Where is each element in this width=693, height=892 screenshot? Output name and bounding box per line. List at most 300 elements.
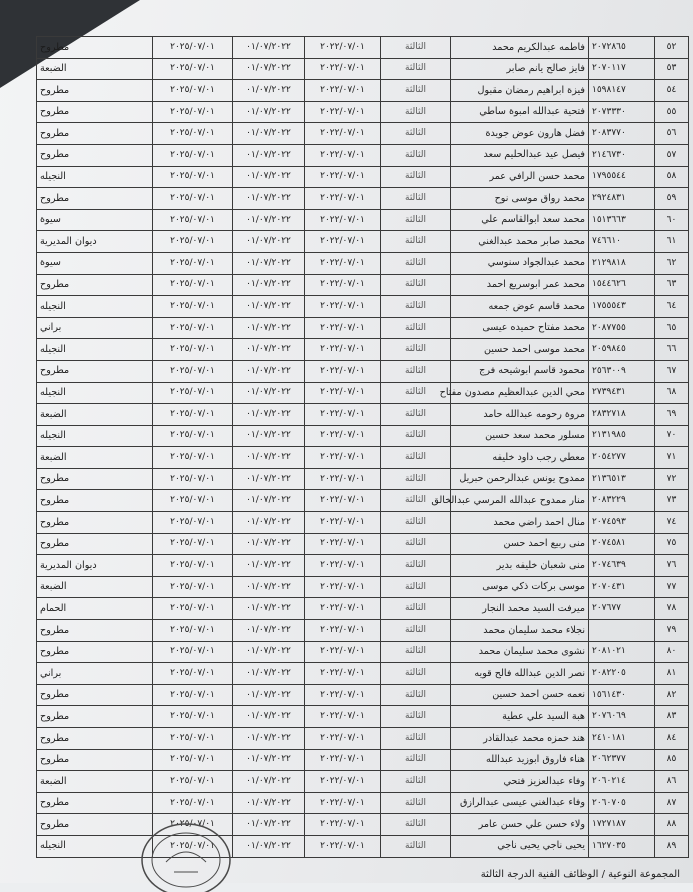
employee-name-cell: محمد سعد ابوالقاسم علي [451,209,589,231]
row-number-cell: ٨٣ [655,706,689,728]
region-cell: النجيله [37,339,153,361]
start-date-cell: ٠١/٠٧/٢٠٢٢ [233,58,305,80]
region-cell: النجيله [37,425,153,447]
table-row [37,749,689,771]
employee-id-cell: ١٧٥٥٥٤٣ [589,296,655,318]
region-cell: مطروح [37,728,153,750]
end-date-cell: ٢٠٢٥/٠٧/٠١ [153,641,233,663]
table-row [37,425,689,447]
register-rows [37,37,689,858]
promotion-date-cell: ٢٠٢٢/٠٧/٠١ [305,425,381,447]
end-date-cell: ٢٠٢٥/٠٧/٠١ [153,231,233,253]
employee-id-cell: ٢٠٥٩٨٤٥ [589,339,655,361]
end-date-cell: ٢٠٢٥/٠٧/٠١ [153,274,233,296]
grade-cell: الثالثة [381,447,451,469]
table-row [37,188,689,210]
promotion-date-cell: ٢٠٢٢/٠٧/٠١ [305,144,381,166]
employee-id-cell: ٢٠٦٢٣٧٧ [589,749,655,771]
region-cell: مطروح [37,512,153,534]
promotion-date-cell: ٢٠٢٢/٠٧/٠١ [305,382,381,404]
end-date-cell: ٢٠٢٥/٠٧/٠١ [153,490,233,512]
region-cell: الضبعة [37,576,153,598]
start-date-cell: ٠١/٠٧/٢٠٢٢ [233,339,305,361]
grade-cell: الثالثة [381,835,451,857]
employee-id-cell: ١٥١٣٦٦٣ [589,209,655,231]
employee-name-cell: وفاء عبدالعزيز فتحي [451,771,589,793]
employee-name-cell: ممدوح يونس عبدالرحمن حبريل [451,468,589,490]
row-number-cell: ٧٠ [655,425,689,447]
row-number-cell: ٦٨ [655,382,689,404]
region-cell: مطروح [37,274,153,296]
employee-name-cell: محمد عمر ابوسريع احمد [451,274,589,296]
region-cell: براني [37,663,153,685]
start-date-cell: ٠١/٠٧/٢٠٢٢ [233,749,305,771]
region-cell: الحمام [37,598,153,620]
region-cell: مطروح [37,620,153,642]
start-date-cell: ٠١/٠٧/٢٠٢٢ [233,80,305,102]
end-date-cell: ٢٠٢٥/٠٧/٠١ [153,252,233,274]
grade-cell: الثالثة [381,231,451,253]
employee-id-cell: ٢٠٧٤٦٣٩ [589,555,655,577]
promotion-date-cell: ٢٠٢٢/٠٧/٠١ [305,533,381,555]
start-date-cell: ٠١/٠٧/٢٠٢٢ [233,425,305,447]
start-date-cell: ٠١/٠٧/٢٠٢٢ [233,533,305,555]
table-row [37,771,689,793]
start-date-cell: ٠١/٠٧/٢٠٢٢ [233,706,305,728]
region-cell: مطروح [37,792,153,814]
promotion-date-cell: ٢٠٢٢/٠٧/٠١ [305,296,381,318]
grade-cell: الثالثة [381,252,451,274]
region-cell: ديوان المديرية [37,231,153,253]
employee-name-cell: معطي رجب داود خليفه [451,447,589,469]
start-date-cell: ٠١/٠٧/٢٠٢٢ [233,37,305,59]
end-date-cell: ٢٠٢٥/٠٧/٠١ [153,512,233,534]
start-date-cell: ٠١/٠٧/٢٠٢٢ [233,123,305,145]
grade-cell: الثالثة [381,706,451,728]
end-date-cell: ٢٠٢٥/٠٧/٠١ [153,555,233,577]
promotion-date-cell: ٢٠٢٢/٠٧/٠١ [305,317,381,339]
row-number-cell: ٦٥ [655,317,689,339]
table-row [37,58,689,80]
row-number-cell: ٥٢ [655,37,689,59]
employee-id-cell: ٢٥٦٣٠٠٩ [589,360,655,382]
start-date-cell: ٠١/٠٧/٢٠٢٢ [233,144,305,166]
table-row [37,814,689,836]
end-date-cell: ٢٠٢٥/٠٧/٠١ [153,663,233,685]
employee-id-cell: ٢٠٨٣٧٧٠ [589,123,655,145]
table-row [37,166,689,188]
row-number-cell: ٧٥ [655,533,689,555]
table-row [37,37,689,59]
official-seal-stamp [136,812,236,892]
table-row [37,404,689,426]
table-row [37,490,689,512]
employee-id-cell: ٢٠٧٤٥٩٣ [589,512,655,534]
employee-name-cell: فايز صالح يانم صابر [451,58,589,80]
employee-name-cell: منى شعبان خليفه بدير [451,555,589,577]
employee-id-cell: ٢٠٨٢٢٠٥ [589,663,655,685]
grade-cell: الثالثة [381,598,451,620]
employee-name-cell: محمد قاسم عوض جمعه [451,296,589,318]
table-row [37,274,689,296]
employee-id-cell: ١٦٢٧٠٣٥ [589,835,655,857]
employee-name-cell: مسلور محمد سعد حسين [451,425,589,447]
promotion-date-cell: ٢٠٢٢/٠٧/٠١ [305,771,381,793]
region-cell: ديوان المديرية [37,555,153,577]
employee-name-cell: نجلاء محمد سليمان محمد [451,620,589,642]
table-row [37,296,689,318]
row-number-cell: ٨٥ [655,749,689,771]
promotion-date-cell: ٢٠٢٢/٠٧/٠١ [305,123,381,145]
region-cell: الضبعة [37,58,153,80]
employee-name-cell: نصر الدين عبدالله فالح قويه [451,663,589,685]
employee-name-cell: محمد عبدالجواد سنوسي [451,252,589,274]
region-cell: مطروح [37,533,153,555]
promotion-date-cell: ٢٠٢٢/٠٧/٠١ [305,792,381,814]
region-cell: النجيله [37,296,153,318]
table-row [37,382,689,404]
end-date-cell: ٢٠٢٥/٠٧/٠١ [153,576,233,598]
row-number-cell: ٧٢ [655,468,689,490]
grade-cell: الثالثة [381,166,451,188]
grade-cell: الثالثة [381,123,451,145]
region-cell: مطروح [37,490,153,512]
table-row [37,360,689,382]
start-date-cell: ٠١/٠٧/٢٠٢٢ [233,771,305,793]
promotion-date-cell: ٢٠٢٢/٠٧/٠١ [305,814,381,836]
end-date-cell: ٢٠٢٥/٠٧/٠١ [153,598,233,620]
grade-cell: الثالثة [381,37,451,59]
employee-name-cell: هبة السيد علي عطية [451,706,589,728]
promotion-date-cell: ٢٠٢٢/٠٧/٠١ [305,209,381,231]
employee-id-cell [589,620,655,642]
end-date-cell: ٢٠٢٥/٠٧/٠١ [153,80,233,102]
end-date-cell: ٢٠٢٥/٠٧/٠١ [153,101,233,123]
table-row [37,576,689,598]
grade-cell: الثالثة [381,317,451,339]
employee-name-cell: نعمه حسن احمد حسين [451,684,589,706]
table-row [37,835,689,857]
promotion-date-cell: ٢٠٢٢/٠٧/٠١ [305,80,381,102]
grade-cell: الثالثة [381,101,451,123]
end-date-cell: ٢٠٢٥/٠٧/٠١ [153,706,233,728]
promotion-date-cell: ٢٠٢٢/٠٧/٠١ [305,339,381,361]
end-date-cell: ٢٠٢٥/٠٧/٠١ [153,684,233,706]
employee-name-cell: منال احمد راضي محمد [451,512,589,534]
employee-name-cell: منى ربيع احمد حسن [451,533,589,555]
region-cell: سيوة [37,209,153,231]
region-cell: مطروح [37,468,153,490]
end-date-cell: ٢٠٢٥/٠٧/٠١ [153,382,233,404]
start-date-cell: ٠١/٠٧/٢٠٢٢ [233,620,305,642]
table-row [37,447,689,469]
promotion-date-cell: ٢٠٢٢/٠٧/٠١ [305,404,381,426]
row-number-cell: ٦١ [655,231,689,253]
grade-cell: الثالثة [381,641,451,663]
table-row [37,123,689,145]
row-number-cell: ٧٩ [655,620,689,642]
grade-cell: الثالثة [381,209,451,231]
employee-name-cell: هناء فاروق ابوزيد عبدالله [451,749,589,771]
row-number-cell: ٦٤ [655,296,689,318]
start-date-cell: ٠١/٠٧/٢٠٢٢ [233,166,305,188]
promotion-date-cell: ٢٠٢٢/٠٧/٠١ [305,468,381,490]
grade-cell: الثالثة [381,490,451,512]
employee-name-cell: فضل هارون عوض جويدة [451,123,589,145]
promotion-date-cell: ٢٠٢٢/٠٧/٠١ [305,728,381,750]
region-cell: النجيله [37,166,153,188]
promotion-date-cell: ٢٠٢٢/٠٧/٠١ [305,663,381,685]
employee-name-cell: نشوى محمد سليمان محمد [451,641,589,663]
end-date-cell: ٢٠٢٥/٠٧/٠١ [153,620,233,642]
table-row [37,468,689,490]
start-date-cell: ٠١/٠٧/٢٠٢٢ [233,468,305,490]
start-date-cell: ٠١/٠٧/٢٠٢٢ [233,404,305,426]
grade-cell: الثالثة [381,58,451,80]
grade-cell: الثالثة [381,576,451,598]
employee-id-cell: ٢٠٧٦٠٦٩ [589,706,655,728]
employee-name-cell: فيصل عيد عبدالحليم سعد [451,144,589,166]
grade-cell: الثالثة [381,188,451,210]
grade-cell: الثالثة [381,468,451,490]
grade-cell: الثالثة [381,404,451,426]
start-date-cell: ٠١/٠٧/٢٠٢٢ [233,188,305,210]
grade-cell: الثالثة [381,771,451,793]
table-row [37,209,689,231]
row-number-cell: ٧٧ [655,576,689,598]
row-number-cell: ٨٠ [655,641,689,663]
employee-id-cell: ٢٠٧٤٥٨١ [589,533,655,555]
employee-id-cell: ١٥٤٤٦٢٦ [589,274,655,296]
promotion-date-cell: ٢٠٢٢/٠٧/٠١ [305,641,381,663]
start-date-cell: ٠١/٠٧/٢٠٢٢ [233,728,305,750]
row-number-cell: ٦٢ [655,252,689,274]
employee-id-cell: ٢٠٦٠٢١٤ [589,771,655,793]
row-number-cell: ٦٩ [655,404,689,426]
employee-name-cell: محمد حسن الرافي عمر [451,166,589,188]
employee-name-cell: فيزة ابراهيم رمضان مقبول [451,80,589,102]
row-number-cell: ٧١ [655,447,689,469]
grade-cell: الثالثة [381,555,451,577]
start-date-cell: ٠١/٠٧/٢٠٢٢ [233,274,305,296]
row-number-cell: ٦٣ [655,274,689,296]
table-row [37,231,689,253]
table-row [37,792,689,814]
row-number-cell: ٨٦ [655,771,689,793]
grade-cell: الثالثة [381,533,451,555]
start-date-cell: ٠١/٠٧/٢٠٢٢ [233,490,305,512]
table-row [37,144,689,166]
promotion-date-cell: ٢٠٢٢/٠٧/٠١ [305,706,381,728]
start-date-cell: ٠١/٠٧/٢٠٢٢ [233,576,305,598]
promotion-date-cell: ٢٠٢٢/٠٧/٠١ [305,360,381,382]
grade-cell: الثالثة [381,620,451,642]
employee-id-cell: ٢١٢٩٨١٨ [589,252,655,274]
region-cell: مطروح [37,749,153,771]
row-number-cell: ٨١ [655,663,689,685]
promotion-date-cell: ٢٠٢٢/٠٧/٠١ [305,231,381,253]
end-date-cell: ٢٠٢٥/٠٧/٠١ [153,317,233,339]
employee-id-cell: ٢٠٧٢٨٦٥ [589,37,655,59]
end-date-cell: ٢٠٢٥/٠٧/٠١ [153,792,233,814]
row-number-cell: ٥٧ [655,144,689,166]
employee-name-cell: ولاء حسن علي حسن عامر [451,814,589,836]
employee-id-cell: ٢٠٦٠٧٠٥ [589,792,655,814]
employee-name-cell: محمد رواق موسى نوح [451,188,589,210]
row-number-cell: ٥٩ [655,188,689,210]
region-cell: مطروح [37,37,153,59]
table-row [37,598,689,620]
employee-name-cell: مروة رحومه عبدالله حامد [451,404,589,426]
end-date-cell: ٢٠٢٥/٠٧/٠١ [153,360,233,382]
grade-cell: الثالثة [381,296,451,318]
start-date-cell: ٠١/٠٧/٢٠٢٢ [233,512,305,534]
end-date-cell: ٢٠٢٥/٠٧/٠١ [153,339,233,361]
table-row [37,339,689,361]
end-date-cell: ٢٠٢٥/٠٧/٠١ [153,188,233,210]
employee-name-cell: ميرفت السيد محمد النجار [451,598,589,620]
promotion-date-cell: ٢٠٢٢/٠٧/٠١ [305,749,381,771]
table-row [37,706,689,728]
promotion-date-cell: ٢٠٢٢/٠٧/٠١ [305,555,381,577]
grade-cell: الثالثة [381,144,451,166]
grade-cell: الثالثة [381,425,451,447]
grade-cell: الثالثة [381,382,451,404]
grade-cell: الثالثة [381,512,451,534]
employee-register-table [36,36,689,858]
employee-id-cell: ٢٠٧٠١١٧ [589,58,655,80]
employee-id-cell: ١٧٩٥٥٤٤ [589,166,655,188]
employee-id-cell: ٢٠٧٦٧٧ [589,598,655,620]
region-cell: مطروح [37,641,153,663]
table-row [37,80,689,102]
start-date-cell: ٠١/٠٧/٢٠٢٢ [233,598,305,620]
grade-cell: الثالثة [381,792,451,814]
start-date-cell: ٠١/٠٧/٢٠٢٢ [233,641,305,663]
row-number-cell: ٦٦ [655,339,689,361]
end-date-cell: ٢٠٢٥/٠٧/٠١ [153,296,233,318]
grade-cell: الثالثة [381,749,451,771]
end-date-cell: ٢٠٢٥/٠٧/٠١ [153,166,233,188]
employee-id-cell: ٢٤١٠١٨١ [589,728,655,750]
row-number-cell: ٨٤ [655,728,689,750]
end-date-cell: ٢٠٢٥/٠٧/٠١ [153,209,233,231]
start-date-cell: ٠١/٠٧/٢٠٢٢ [233,447,305,469]
region-cell: مطروح [37,123,153,145]
region-cell: مطروح [37,814,153,836]
end-date-cell: ٢٠٢٥/٠٧/٠١ [153,771,233,793]
employee-name-cell: موسى بركات ذكي موسى [451,576,589,598]
region-cell: براني [37,317,153,339]
table-row [37,620,689,642]
end-date-cell: ٢٠٢٥/٠٧/٠١ [153,58,233,80]
grade-cell: الثالثة [381,663,451,685]
promotion-date-cell: ٢٠٢٢/٠٧/٠١ [305,252,381,274]
employee-id-cell: ٢٠٧٠٤٣١ [589,576,655,598]
end-date-cell: ٢٠٢٥/٠٧/٠١ [153,468,233,490]
table-row [37,101,689,123]
promotion-date-cell: ٢٠٢٢/٠٧/٠١ [305,620,381,642]
region-cell: مطروح [37,360,153,382]
row-number-cell: ٧٦ [655,555,689,577]
table-row [37,533,689,555]
row-number-cell: ٦٧ [655,360,689,382]
promotion-date-cell: ٢٠٢٢/٠٧/٠١ [305,37,381,59]
start-date-cell: ٠١/٠٧/٢٠٢٢ [233,296,305,318]
end-date-cell: ٢٠٢٥/٠٧/٠١ [153,728,233,750]
table-row [37,317,689,339]
row-number-cell: ٥٦ [655,123,689,145]
employee-name-cell: هند حمزه محمد عبدالقادر [451,728,589,750]
employee-name-cell: فتحية عبدالله امبوة ساطي [451,101,589,123]
employee-name-cell: يحيى ناجي يحيى ناجي [451,835,589,857]
grade-cell: الثالثة [381,728,451,750]
promotion-date-cell: ٢٠٢٢/٠٧/٠١ [305,274,381,296]
end-date-cell: ٢٠٢٥/٠٧/٠١ [153,404,233,426]
end-date-cell: ٢٠٢٥/٠٧/٠١ [153,447,233,469]
table-row [37,512,689,534]
start-date-cell: ٠١/٠٧/٢٠٢٢ [233,317,305,339]
table-row [37,663,689,685]
employee-id-cell: ٢٠٨١٠٢١ [589,641,655,663]
end-date-cell: ٢٠٢٥/٠٧/٠١ [153,814,233,836]
promotion-date-cell: ٢٠٢٢/٠٧/٠١ [305,447,381,469]
region-cell: النجيله [37,835,153,857]
employee-id-cell: ٢٠٨٣٢٢٩ [589,490,655,512]
start-date-cell: ٠١/٠٧/٢٠٢٢ [233,209,305,231]
employee-name-cell: فاطمه عبدالكريم محمد [451,37,589,59]
employee-name-cell: وفاء عبدالغني عيسى عبدالرازق [451,792,589,814]
grade-cell: الثالثة [381,80,451,102]
start-date-cell: ٠١/٠٧/٢٠٢٢ [233,360,305,382]
row-number-cell: ٧٨ [655,598,689,620]
promotion-date-cell: ٢٠٢٢/٠٧/٠١ [305,58,381,80]
grade-cell: الثالثة [381,360,451,382]
table-row [37,684,689,706]
employee-id-cell: ٢٠٨٧٧٥٥ [589,317,655,339]
start-date-cell: ٠١/٠٧/٢٠٢٢ [233,382,305,404]
employee-name-cell: محمد مفتاح حميده عيسى [451,317,589,339]
row-number-cell: ٥٣ [655,58,689,80]
end-date-cell: ٢٠٢٥/٠٧/٠١ [153,37,233,59]
promotion-date-cell: ٢٠٢٢/٠٧/٠١ [305,490,381,512]
employee-id-cell: ٢٠٧٣٣٣٠ [589,101,655,123]
promotion-date-cell: ٢٠٢٢/٠٧/٠١ [305,101,381,123]
employee-id-cell: ٢٩٢٤٨٣١ [589,188,655,210]
table-row [37,728,689,750]
end-date-cell: ٢٠٢٥/٠٧/٠١ [153,425,233,447]
grade-cell: الثالثة [381,274,451,296]
employee-id-cell: ٢٨٣٢٧١٨ [589,404,655,426]
employee-id-cell: ١٥٦١٤٣٠ [589,684,655,706]
employee-id-cell: ١٧٢٧١٨٧ [589,814,655,836]
end-date-cell: ٢٠٢٥/٠٧/٠١ [153,144,233,166]
employee-id-cell: ٢١٣١٩٨٥ [589,425,655,447]
table-row [37,252,689,274]
row-number-cell: ٧٣ [655,490,689,512]
promotion-date-cell: ٢٠٢٢/٠٧/٠١ [305,512,381,534]
employee-id-cell: ٢٧٣٩٤٣١ [589,382,655,404]
row-number-cell: ٨٧ [655,792,689,814]
employee-name-cell: منار ممدوح عبدالله المرسي عبدالخالق [451,490,589,512]
region-cell: الضبعة [37,404,153,426]
region-cell: مطروح [37,144,153,166]
region-cell: مطروح [37,80,153,102]
employee-id-cell: ٧٤٦٦١٠ [589,231,655,253]
row-number-cell: ٧٤ [655,512,689,534]
region-cell: مطروح [37,188,153,210]
row-number-cell: ٨٩ [655,835,689,857]
